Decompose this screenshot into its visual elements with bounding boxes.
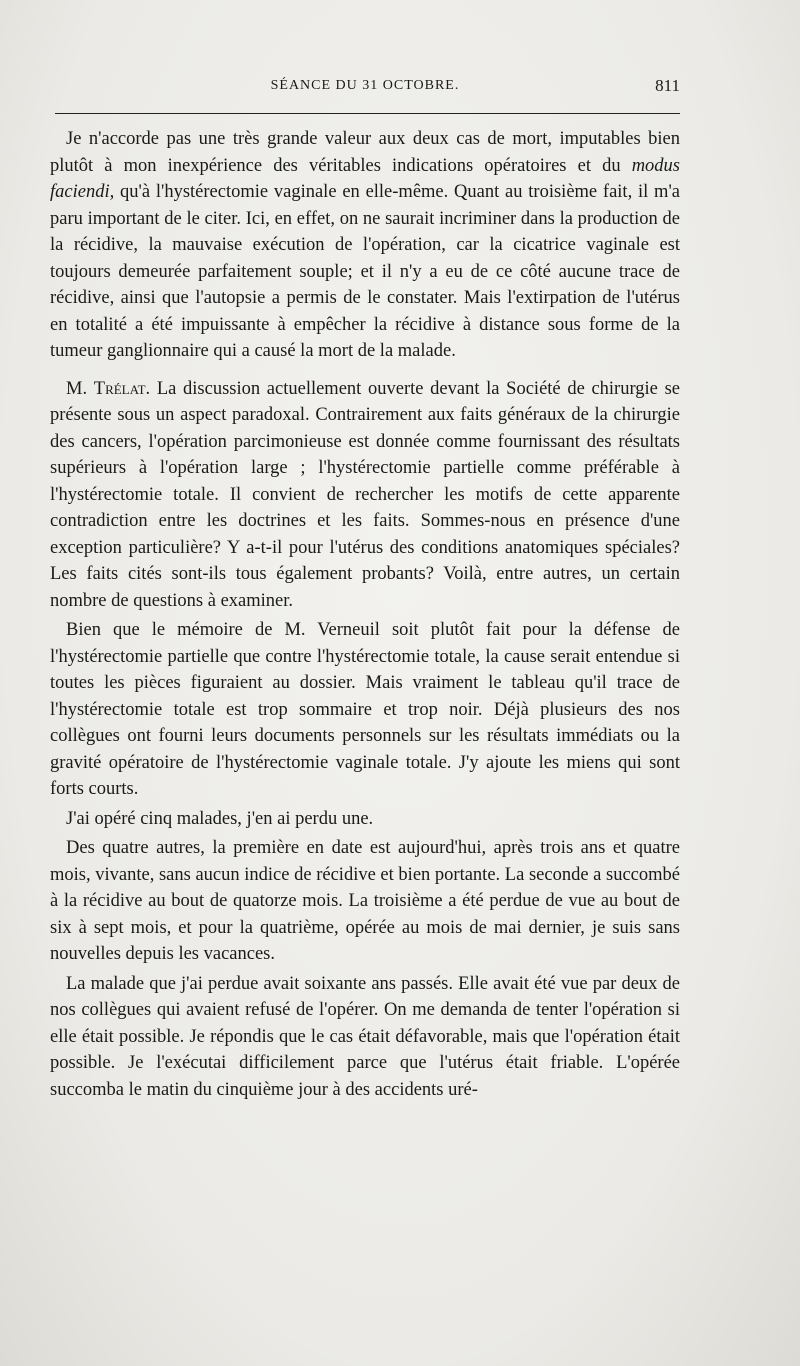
- paragraph-1: [50, 126, 680, 365]
- speaker-prefix: M.: [66, 378, 94, 399]
- page-number: 811: [655, 76, 680, 95]
- paragraph-5: Des quatre autres, la première en date est aujourd'hui, après trois ans et quatre mois, vivante, sans aucun indice de récidive et bien portante. La seconde a succombé à la récidive au bout de quatorze mois. La troisième a été perdue de vue au bout de six à sept mois, et pour la quatrième, opérée au mois de mai dernier, je suis sans nouvelles depuis les vacances.: [50, 838, 680, 964]
- body-text: [50, 126, 680, 1103]
- paragraph-4: J'ai opéré cinq malades, j'en ai perdu une.: [66, 808, 374, 829]
- running-head: SÉANCE DU 31 OCTOBRE.: [270, 78, 460, 93]
- paragraph-1-text: Je n'accorde pas une très grande valeur aux deux cas de mort, imputables bien plutôt à mon inexpérience des véritables indications opératoires et du: [50, 129, 680, 176]
- paragraph-1-italic: modus faciendi,: [50, 155, 680, 202]
- paragraph-3: Bien que le mémoire de M. Verneuil soit plutôt fait pour la défense de l'hystérectomie partielle que contre l'hystérectomie totale, la cause serait entendue si toutes les pièces figuraient au dossier. Mais vraiment le tableau qu'il trace de l'hystérectomie totale est trop sommaire et trop noir. Déjà plusieurs des nos collègues ont fourni leurs documents personnels sur les résultats immédiats ou la gravité opératoire de l'hystérectomie vaginale totale. J'y ajoute les miens qui sont forts courts.: [50, 620, 680, 799]
- paragraph-2: [50, 376, 680, 615]
- paragraph-1-text-after: qu'à l'hystérectomie vaginale en elle-même. Quant au troisième fait, il m'a paru important de le citer. Ici, en effet, on ne saurait incriminer dans la production de la récidive, la mauvaise exécution de l'opération, car la cicatrice vaginale est toujours demeurée parfaitement souple; et il n'y a eu de ce côté aucune trace de récidive, ainsi que l'autopsie a permis de le constater. Mais l'extirpation de l'utérus en totalité a été impuissante à empêcher la récidive à distance sous forme de la tumeur ganglionnaire qui a causé la mort de la malade.: [50, 182, 680, 361]
- page-header: [50, 74, 680, 106]
- header-rule: [55, 113, 680, 114]
- paragraph-2-text: La discussion actuellement ouverte devant la Société de chirurgie se présente sous un aspect paradoxal. Contrairement aux faits généraux de la chirurgie des cancers, l'opération parcimonieuse est donnée comme fournissant des résultats supérieurs à l'opération large ; l'hystérectomie partielle comme préférable à l'hystérectomie totale. Il convient de rechercher les motifs de cette apparente contradiction entre les doctrines et les faits. Sommes-nous en présence d'une exception particulière? Y a-t-il pour l'utérus des conditions anatomiques spéciales? Les faits cités sont-ils tous également probants? Voilà, entre autres, un certain nombre de questions à examiner.: [50, 378, 680, 611]
- speaker-name: Trélat.: [93, 378, 151, 399]
- paragraph-6: La malade que j'ai perdue avait soixante ans passés. Elle avait été vue par deux de nos collègues qui avaient refusé de l'opérer. On me demanda de tenter l'opération si elle était possible. Je répondis que le cas était défavorable, mais que l'opération était possible. Je l'exécutai difficilement parce que l'utérus était friable. L'opérée succomba le matin du cinquième jour à des accidents uré-: [50, 973, 680, 1100]
